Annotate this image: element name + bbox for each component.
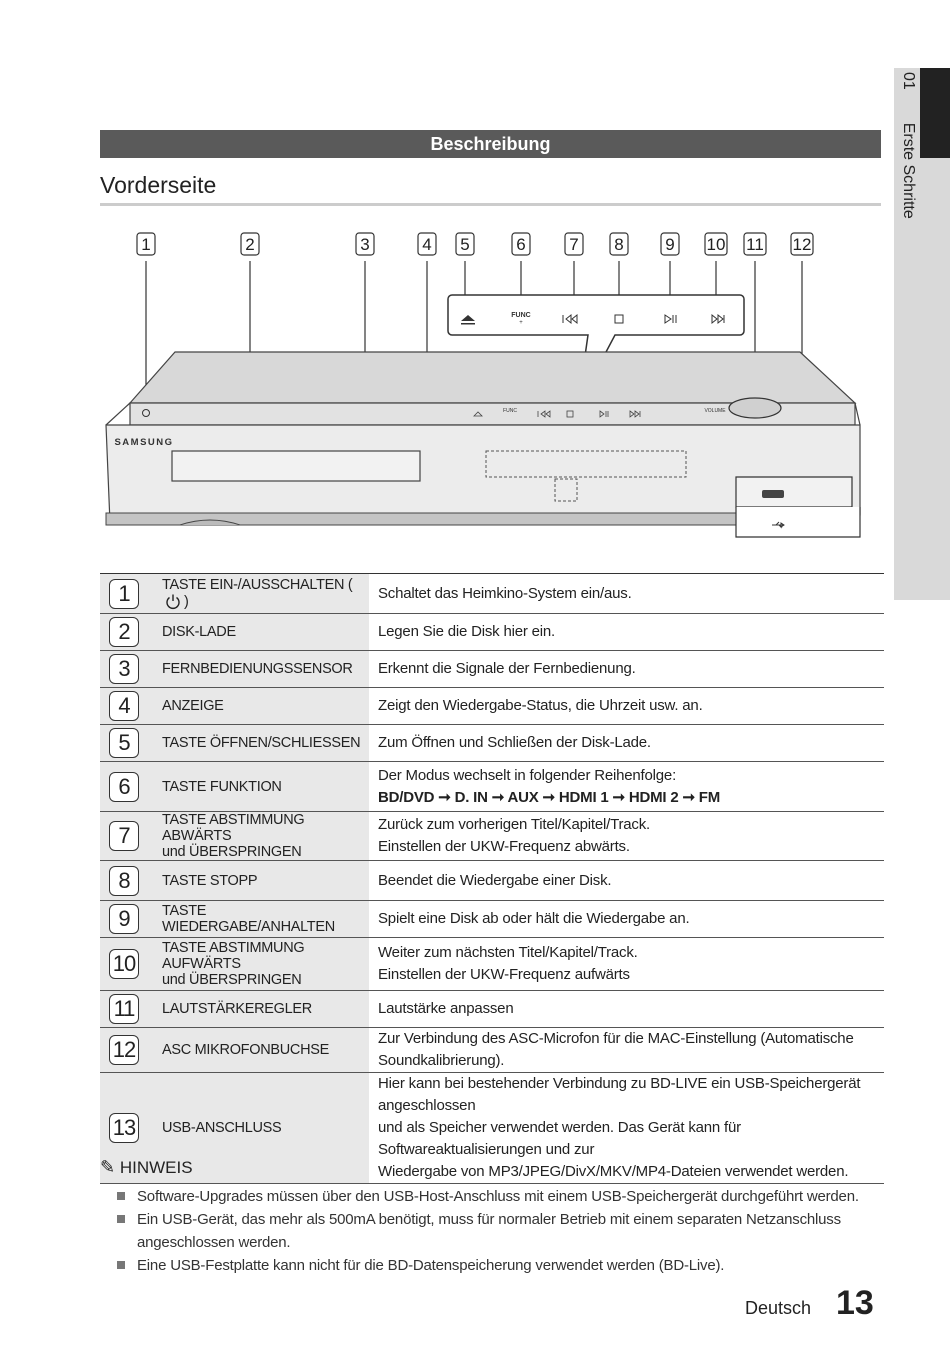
callout-number: 7 [569,235,579,254]
item-number-cell [100,574,148,614]
item-number-cell [100,651,148,688]
table-row [100,688,884,725]
item-desc: Erkennt die Signale der Fernbedienung. [378,660,636,677]
item-desc: Zum Öffnen und Schließen der Disk-Lade. [378,734,651,751]
callout-number: 10 [706,235,726,254]
func-label: FUNC [511,312,531,319]
item-name: TASTE EIN-/AUSSCHALTEN ( [162,576,353,593]
item-desc-line2: Einstellen der UKW-Frequenz abwärts. [378,838,630,855]
item-number: 7 [109,821,139,851]
table-row [100,725,884,762]
item-desc-cell [369,725,884,762]
table-row [100,762,884,812]
item-number-cell [100,901,148,938]
item-number-cell [100,762,148,812]
item-number: 9 [109,904,139,934]
device-top [130,352,855,403]
callout-number: 12 [792,235,812,254]
item-desc-cell [369,688,884,725]
callout-number: 11 [746,235,764,254]
callout-number: 1 [141,235,151,254]
item-desc: Schaltet das Heimkino-System ein/aus. [378,584,632,602]
table-row [100,614,884,651]
item-desc-cell [369,901,884,938]
item-name: TASTE STOPP [162,872,258,889]
item-name: TASTE FUNKTION [162,778,282,795]
item-number: 13 [109,1113,139,1143]
svg-text:FUNC: FUNC [503,408,517,414]
item-number: 5 [109,728,139,758]
note-title: HINWEIS [119,1158,193,1177]
item-number-cell [100,991,148,1028]
item-name: DISK-LADE [162,624,236,640]
item-number: 12 [109,1035,139,1065]
item-number: 8 [109,866,139,896]
table-row [100,901,884,938]
item-number-cell [100,614,148,651]
item-desc-cell [369,651,884,688]
usb-port [762,490,784,498]
item-desc: Legen Sie die Disk hier ein. [378,623,556,640]
item-desc-cell [369,938,884,991]
callout-number: 2 [245,235,255,254]
title-divider [100,203,881,206]
callout-number: 6 [516,235,526,254]
svg-text:+: + [519,320,523,326]
table-row [100,812,884,861]
item-name: ANZEIGE [162,698,224,714]
item-desc-cell [369,574,884,614]
item-name-cell: TASTE EIN-/AUSSCHALTEN () [148,574,369,614]
footer-language: Deutsch [745,1298,812,1318]
table-row [100,861,884,901]
item-name-cell [148,991,369,1028]
table-row [100,574,884,614]
front-panel-diagram [100,225,881,555]
callout-number: 5 [460,235,470,254]
chapter-tab-marker [920,68,950,158]
item-number-cell [100,688,148,725]
callout-number: 8 [614,235,624,254]
item-number-cell [100,812,148,861]
item-name: TASTE ÖFFNEN/SCHLIESSEN [162,735,361,751]
item-desc: Beendet die Wiedergabe einer Disk. [378,871,612,889]
volume-label: VOLUME [704,408,726,414]
note-heading [100,1157,193,1178]
callout-number: 3 [360,235,370,254]
callout-number: 9 [665,235,675,254]
item-name: USB-ANSCHLUSS [162,1120,282,1136]
item-number: 6 [109,772,139,802]
item-number-cell [100,1028,148,1073]
item-name-line2: und ÜBERSPRINGEN [162,972,302,988]
note-item: Software-Upgrades müssen über den USB-Host-Anschluss mit einem USB-Speichergerät durchgeführt werden. [117,1185,887,1208]
item-name-cell [148,651,369,688]
item-name: FERNBEDIENUNGSSENSOR [162,661,353,677]
item-name-cell [148,725,369,762]
usb-door [736,477,852,507]
section-banner: Beschreibung [100,130,881,158]
item-name-cell [148,1028,369,1073]
control-table [100,573,884,1184]
item-number: 1 [109,579,139,609]
item-desc-line2: und als Speicher verwendet werden. Das Gerät kann für Softwareaktualisierungen und zur [378,1119,741,1158]
item-desc-line2: BD/DVD ➞ D. IN ➞ AUX ➞ HDMI 1 ➞ HDMI 2 ➞ FM [378,788,721,806]
page-number: 13 [836,1284,874,1322]
item-number: 3 [109,654,139,684]
item-desc: Spielt eine Disk ab oder hält die Wiedergabe an. [378,910,690,927]
item-desc: Der Modus wechselt in folgender Reihenfolge: [378,766,677,784]
item-name: TASTE ABSTIMMUNG ABWÄRTS [162,812,305,844]
note-item: Ein USB-Gerät, das mehr als 500mA benötigt, muss für normaler Betrieb mit einem separaten Netzanschluss angeschlossen werden. [117,1208,887,1254]
item-number: 11 [109,994,139,1024]
item-number: 10 [109,949,139,979]
item-number: 4 [109,691,139,721]
item-name: ASC MIKROFONBUCHSE [162,1042,330,1058]
item-name-cell [148,762,369,812]
item-name-cell [148,938,369,991]
item-desc: Weiter zum nächsten Titel/Kapitel/Track. [378,944,638,961]
item-desc-cell [369,614,884,651]
item-desc: Zur Verbindung des ASC-Microfon für die MAC-Einstellung (Automatische Soundkalibrierung). [378,1030,854,1069]
item-desc-line2: Einstellen der UKW-Frequenz aufwärts [378,966,630,983]
callout-number: 4 [422,235,432,254]
item-name-line2: und ÜBERSPRINGEN [162,844,302,860]
note-list [117,1185,887,1277]
item-desc-cell [369,861,884,901]
item-desc: Zeigt den Wiedergabe-Status, die Uhrzeit usw. an. [378,697,703,714]
item-number-cell [100,861,148,901]
item-desc: Zurück zum vorherigen Titel/Kapitel/Track. [378,816,650,833]
item-desc-line3: Wiedergabe von MP3/JPEG/DivX/MKV/MP4-Dateien verwendet werden. [378,1163,849,1180]
page-title: Vorderseite [100,172,217,198]
item-number-cell [100,938,148,991]
item-desc: Hier kann bei bestehender Verbindung zu BD-LIVE ein USB-Speichergerät angeschlossen [378,1075,861,1114]
item-name: TASTE ABSTIMMUNG AUFWÄRTS [162,940,305,972]
pencil-icon: ✎ [100,1157,116,1177]
item-desc-cell [369,762,884,812]
table-row [100,938,884,991]
item-name-cell [148,688,369,725]
brand-logo: SAMSUNG [114,437,174,448]
item-name-cell [148,812,369,861]
item-desc: Lautstärke anpassen [378,1000,514,1017]
item-number: 2 [109,617,139,647]
chapter-tab-text [895,72,917,372]
item-number-cell [100,725,148,762]
item-desc-cell [369,1028,884,1073]
table-row [100,1073,884,1184]
item-name-cell [148,614,369,651]
item-desc-cell [369,812,884,861]
table-row [100,991,884,1028]
table-row [100,651,884,688]
power-icon [164,593,182,611]
item-name-cell [148,901,369,938]
chapter-number: 01 [900,72,917,90]
disc-tray [172,451,420,481]
table-row [100,1028,884,1073]
item-desc-cell [369,1073,884,1184]
note-item: Eine USB-Festplatte kann nicht für die BD-Datenspeicherung verwendet werden (BD-Live). [117,1254,887,1277]
volume-knob [729,398,781,418]
item-name: TASTE WIEDERGABE/ANHALTEN [162,903,335,935]
item-name-cell [148,861,369,901]
item-desc-cell [369,991,884,1028]
chapter-label: Erste Schritte [900,122,917,219]
item-name: LAUTSTÄRKEREGLER [162,1001,312,1017]
